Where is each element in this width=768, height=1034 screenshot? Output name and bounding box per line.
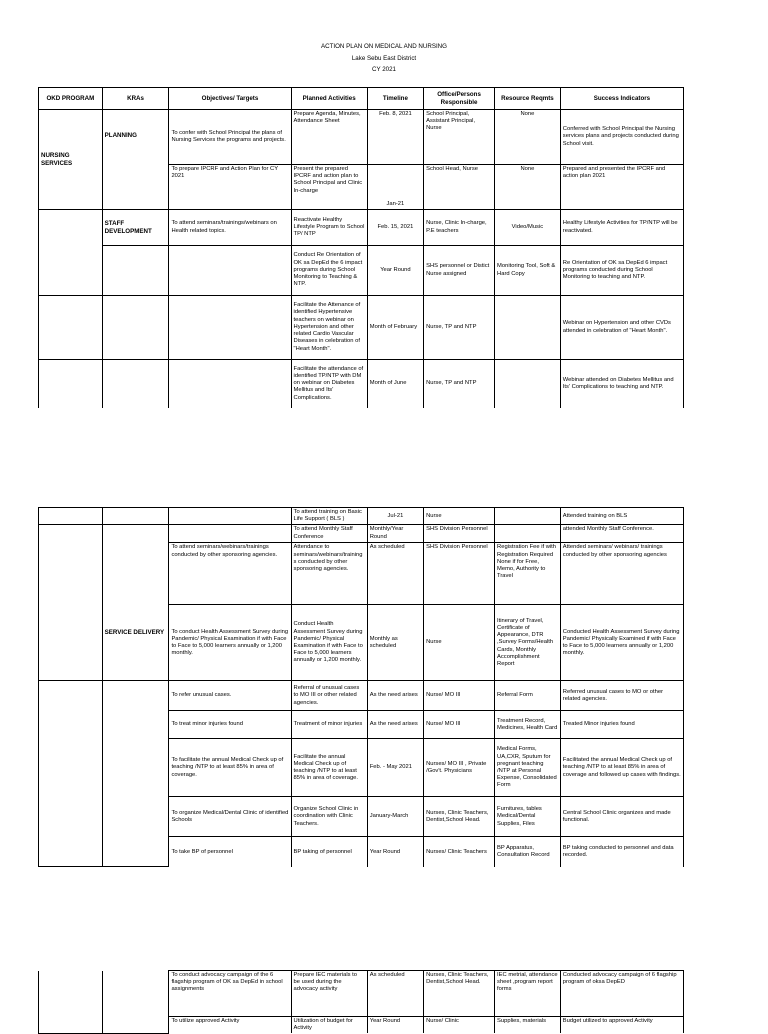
activity-cell: Facilitate the Attenance of identified Hypertensive teachers on webinar on Hypertension and other related Cardio Vascular Diseases in celebration of "Heart Month". [291,296,367,360]
resource-cell: Itinerary of Travel, Certificate of Appearance, DTR ,Survey Forms/Health Cards, Monthly Accomplishment Report [495,605,561,681]
timeline-cell: Feb. 8, 2021 [367,110,423,165]
objective-cell: To conduct advocacy campaign of the 6 flagship program of OK sa DepEd in school assignments [169,971,291,1017]
activity-cell: Referral of unusual cases to MO III or other related agencies. [291,681,367,711]
timeline-cell: Feb. 15, 2021 [367,210,423,246]
office-cell: Nurse [424,508,495,525]
timeline-cell: Jan-21 [367,165,423,210]
resource-cell: BP Apparatus, Consultation Record [495,837,561,867]
document-title: ACTION PLAN ON MEDICAL AND NURSING [321,43,447,50]
timeline-cell: Monthly/Year Round [367,525,423,543]
objective-cell: To facilitate the annual Medical Check up of teaching /NTP to at least 85% in area of coverage. [169,739,291,797]
action-plan-table-page2 [38,507,684,867]
objective-cell [169,508,291,525]
action-plan-table-page1 [38,87,684,408]
indicator-cell: Conferred with School Principal the Nursing services plans and projects conducted during School visit. [560,110,683,165]
resource-cell: Treatment Record, Medicines, Health Card [495,711,561,739]
col-header-indicators: Success Indicators [560,88,683,110]
resource-cell [495,360,561,408]
office-cell: School Principal, Assistant Principal, Nurse [424,110,495,165]
program-cell: NURSING SERVICES [39,110,103,210]
objective-cell: To attend seminars/trainings/webinars on Health related topics. [169,210,291,246]
resource-cell [495,296,561,360]
col-header-resources: Resource Reqmts [495,88,561,110]
resource-cell: Monitoring Tool, Soft & Hard Copy [495,246,561,296]
resource-cell: Referral Form [495,681,561,711]
table-row [39,246,684,296]
activity-cell: Reactivate Healthy Lifestyle Program to School TP/ NTP [291,210,367,246]
office-cell: SHS personnel or Distict Nurse assigned [424,246,495,296]
resource-cell: None [495,165,561,210]
timeline-cell: Month of June [367,360,423,408]
objective-cell [169,296,291,360]
objective-cell: To treat minor injuries found [169,711,291,739]
timeline-cell: Month of February [367,296,423,360]
kra-cell: PLANNING [102,110,169,210]
indicator-cell: Central School Clinic organizes and made functional. [560,797,683,837]
resource-cell [495,525,561,543]
timeline-cell: Jul-21 [367,508,423,525]
office-cell: Nurses, Clinic Teachers, Dentist,School Head. [424,971,495,1017]
objective-cell: To refer unusual cases. [169,681,291,711]
office-cell: SHS Division Personnel [424,525,495,543]
resource-cell [495,508,561,525]
col-header-timeline: Timeline [367,88,423,110]
table-row [39,110,684,165]
office-cell: School Head, Nurse [424,165,495,210]
timeline-cell: Year Round [367,837,423,867]
timeline-cell: Feb. - May 2021 [367,739,423,797]
indicator-cell: Attended training on BLS [560,508,683,525]
col-header-kras: KRAs [102,88,169,110]
office-cell: Nurse [424,605,495,681]
timeline-cell: As the need arises [367,711,423,739]
resource-cell: IEC metrial, attendance sheet ,program report forms [495,971,561,1017]
activity-cell: Facilitate the attendance of identified TP/NTP with DM on webinar on Diabetes Mellitus and Its' Complications. [291,360,367,408]
objective-cell: To prepare IPCRF and Action Plan for CY 2021 [169,165,291,210]
objective-cell: To attend seminars/webinars/trainings conducted by other sponsoring agencies. [169,543,291,605]
indicator-cell: Referred unusual cases to MO or other related agencies. [560,681,683,711]
activity-cell: To attend Monthly Staff Conference [291,525,367,543]
action-plan-table-page3 [38,970,684,1034]
office-cell: Nurses/ Clinic Teachers [424,837,495,867]
indicator-cell: Attended seminars/ webinars/ trainings conducted by other sponsoring agencies [560,543,683,605]
indicator-cell: Webinar on Hypertension and other CVDs attended in celebration of "Heart Month". [560,296,683,360]
plan-year: CY 2021 [372,66,396,73]
indicator-cell: Re Orientation of OK sa DepEd 6 impact programs conducted during School Monitoring to teaching and NTP. [560,246,683,296]
resource-cell: Registration Fee if with Registration Required None if for Free, Memo, Authority to Travel [495,543,561,605]
objective-cell: To utilize approved Activity [169,1017,291,1034]
activity-cell: Prepare IEC materials to be used during the advocacy activity [291,971,367,1017]
resource-cell: Supplies, materials [495,1017,561,1034]
timeline-cell: Monthly as scheduled [367,605,423,681]
resource-cell: None [495,110,561,165]
col-header-activities: Planned Activities [291,88,367,110]
table-header-row [39,88,684,110]
col-header-program: OKD PROGRAM [39,88,103,110]
indicator-cell: Treated Minor injuries found [560,711,683,739]
timeline-cell: January-March [367,797,423,837]
indicator-cell: Conducted Health Assessment Survey during Pandemic/ Physically Examined if with Face to Face to 5,000 learners annually or 1,200 monthly. [560,605,683,681]
timeline-cell: As scheduled [367,971,423,1017]
indicator-cell: Conducted advocacy campaign of 6 flagship program of oksa DepED [560,971,683,1017]
office-cell: Nurse, TP and NTP [424,360,495,408]
indicator-cell: attended Monthly Staff Conference. [560,525,683,543]
resource-cell: Furnitures, tables Medical/Dental Supplies, Files [495,797,561,837]
activity-cell: Conduct Health Assessment Survey during Pandemic/ Physical Examination if with Face to Face to 5,000 learners annually or 1,200 monthly. [291,605,367,681]
timeline-cell: Year Round [367,1017,423,1034]
table-row [39,681,684,711]
objective-cell: To conduct Health Assessment Survey during Pandemic/ Physical Examination if with Face to Face to 5,000 learners annually or 1,200 monthly. [169,605,291,681]
indicator-cell: BP taking conducted to personnel and data recorded. [560,837,683,867]
objective-cell: To confer with School Principal the plans of Nursing Services the programs and projects. [169,110,291,165]
indicator-cell: Webinar attended on Diabetes Mellitus and Its' Complications to teaching and NTP. [560,360,683,408]
office-cell: Nurse/ Clinic [424,1017,495,1034]
table-row [39,210,684,246]
office-cell: Nurse, Clinic In-charge, P.E teachers [424,210,495,246]
indicator-cell: Prepared and presented the IPCRF and action plan 2021 [560,165,683,210]
objective-cell [169,246,291,296]
timeline-cell: As the need arises [367,681,423,711]
col-header-objectives: Objectives/ Targets [169,88,291,110]
timeline-cell: Year Round [367,246,423,296]
table-row [39,525,684,543]
activity-cell: Organize School Clinic in coordination with Clinic Teachers. [291,797,367,837]
indicator-cell: Facilitated the annual Medical Check up of teaching /NTP to at least 85% in area of coverage and followed up cases with findings. [560,739,683,797]
activity-cell: Prepare Agenda, Minutes, Attendance Sheet [291,110,367,165]
kra-cell: STAFF DEVELOPMENT [102,210,169,246]
objective-cell: To organize Medical/Dental Clinic of identified Schools [169,797,291,837]
activity-cell: To attend training on Basic Life Support ( BLS ) [291,508,367,525]
activity-cell: Facilitate the annual Medical Check up of teaching /NTP to at least 85% in area of coverage. [291,739,367,797]
office-cell: SHS Division Personnel [424,543,495,605]
office-cell: Nurse/ MO III [424,681,495,711]
table-row [39,360,684,408]
office-cell: Nurses, Clinic Teachers, Dentist,School Head. [424,797,495,837]
table-row [39,508,684,525]
objective-cell [169,360,291,408]
activity-cell: Utilization of budget for Activity [291,1017,367,1034]
indicator-cell: Budget utilized to approved Activity [560,1017,683,1034]
resource-cell: Video/Music [495,210,561,246]
district-name: Lake Sebu East District [351,55,417,62]
kra-cell: SERVICE DELIVERY [102,525,169,681]
activity-cell: Attendance to seminars/webinars/trainings conducted by other sponsoring agencies. [291,543,367,605]
col-header-office: Office/Persons Responsible [424,88,495,110]
timeline-cell: As scheduled [367,543,423,605]
activity-cell: Present the prepared IPCRF and action plan to School Principal and Clinic In-charge [291,165,367,210]
table-row [39,296,684,360]
office-cell: Nurse, TP and NTP [424,296,495,360]
table-row [39,971,684,1017]
activity-cell: BP taking of personnel [291,837,367,867]
office-cell: Nurse/ MO III [424,711,495,739]
objective-cell: To take BP of personnel [169,837,291,867]
activity-cell: Treatment of minor injuries [291,711,367,739]
objective-cell [169,525,291,543]
indicator-cell: Healthy Lifestyle Activities for TP/NTP will be reactivated. [560,210,683,246]
activity-cell: Conduct Re Orientation of OK sa DepEd the 6 impact programs during School Monitoring to Teaching & NTP. [291,246,367,296]
office-cell: Nurses/ MO III , Private /Gov't. Physicians [424,739,495,797]
resource-cell: Medical Forms, UA,CXR, Sputum for pregnant teaching /NTP at Personal Expense, Consolidated Form [495,739,561,797]
